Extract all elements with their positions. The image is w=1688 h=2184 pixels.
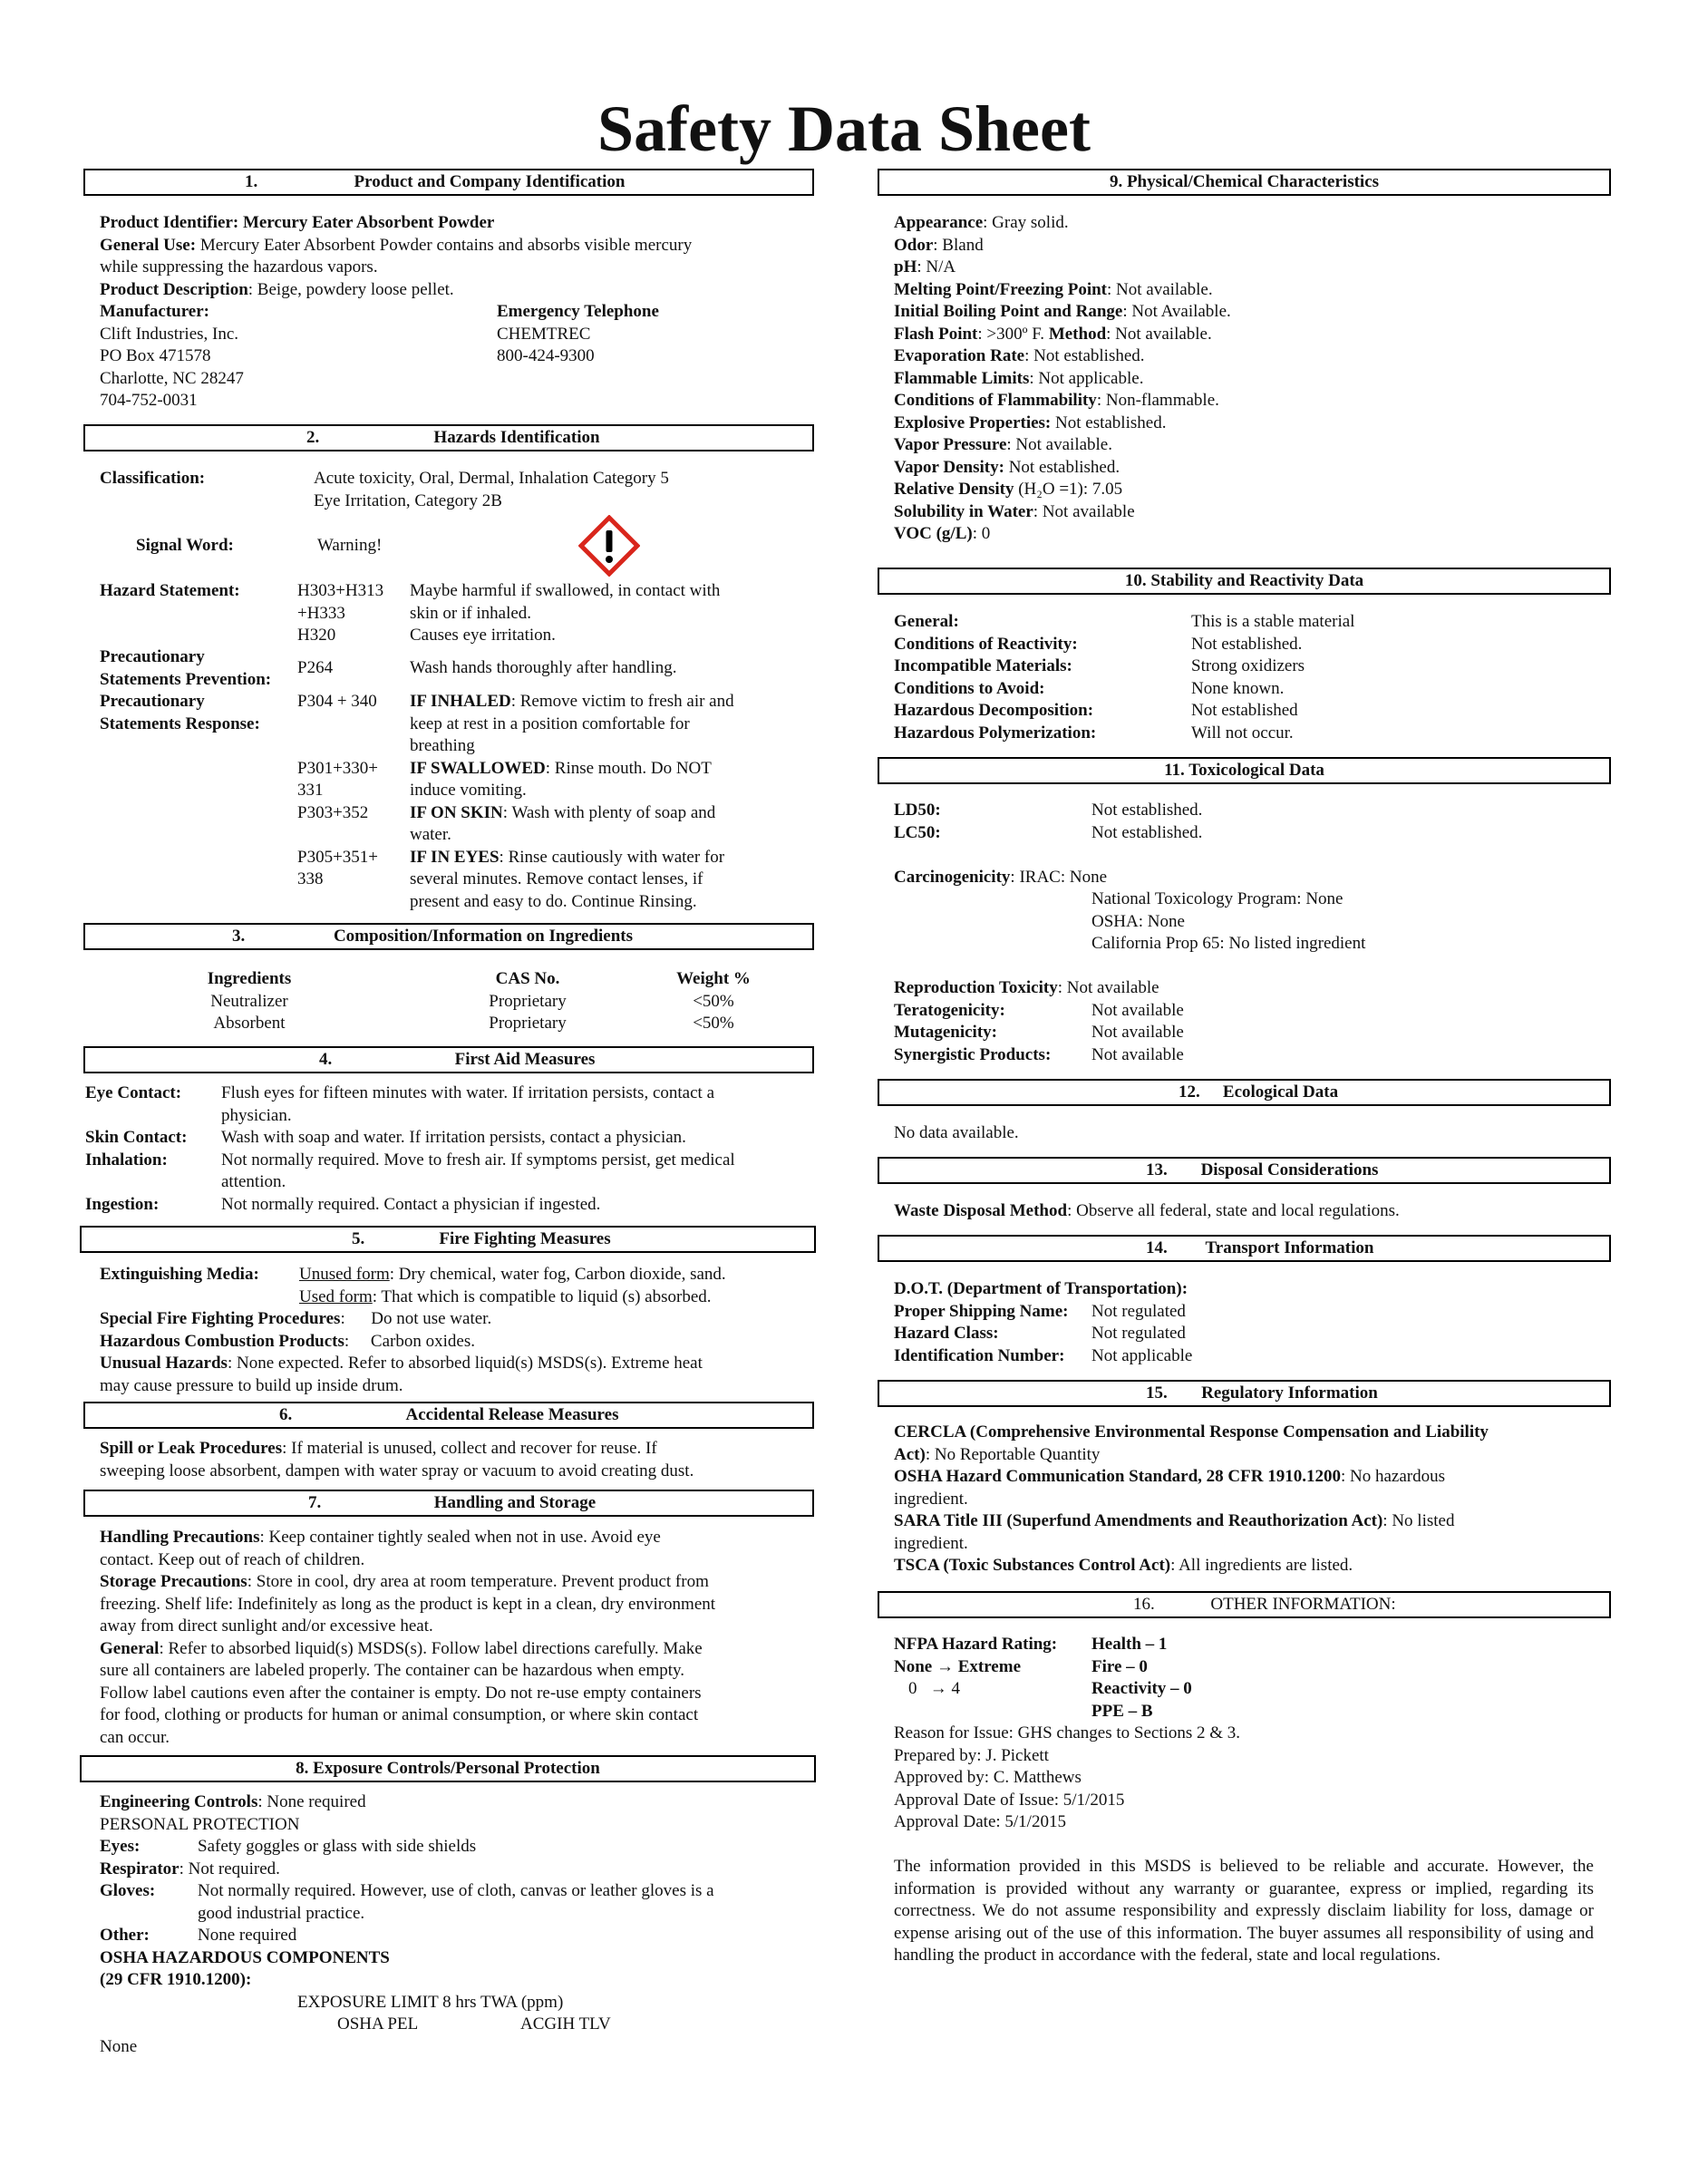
spill-label: Spill or Leak Procedures bbox=[100, 1439, 283, 1458]
stability-label: Conditions to Avoid bbox=[894, 678, 1040, 698]
unusual-hazards-value: : None expected. Refer to absorbed liquid(s) MSDS(s). Extreme heat bbox=[227, 1354, 703, 1373]
stability-label: Hazardous Polymerization bbox=[894, 723, 1091, 743]
signal-word-label: Signal Word: bbox=[136, 536, 234, 555]
storage-label: Storage Precautions bbox=[100, 1572, 247, 1591]
hazard-code: H303+H313 bbox=[297, 581, 384, 600]
section-7-body bbox=[100, 1527, 814, 1753]
engineering-controls-label: Engineering Controls bbox=[100, 1792, 258, 1811]
section-number: 7. bbox=[308, 1493, 322, 1512]
section-number: 15. bbox=[1146, 1383, 1168, 1403]
table-cell: <50% bbox=[693, 1014, 734, 1033]
section-number: 16. bbox=[1133, 1595, 1155, 1614]
combustion-products-value: : Carbon oxides. bbox=[344, 1331, 475, 1351]
property-value: (H₂O =1): 7.05 bbox=[1014, 480, 1123, 499]
section-number: 10. bbox=[1124, 571, 1147, 590]
unusual-hazards-value: may cause pressure to build up inside drum. bbox=[100, 1375, 403, 1395]
transport-value: Not applicable bbox=[1091, 1345, 1193, 1365]
osha-standard-label: OSHA Hazard Communication Standard, 28 CFR 1910.1200 bbox=[894, 1467, 1341, 1486]
property-value: : >300º F. bbox=[977, 324, 1049, 344]
hazard-code: H320 bbox=[297, 626, 336, 645]
first-aid-label: Eye Contact: bbox=[85, 1083, 182, 1102]
scale-range: 0 → 4 bbox=[908, 1679, 960, 1698]
general-value: sure all containers are labeled properly. The container can be hazardous when empty. bbox=[100, 1661, 685, 1680]
property-label: Melting Point/Freezing Point bbox=[894, 279, 1107, 299]
approval-date: Approval Date: 5/1/2015 bbox=[894, 1812, 1066, 1831]
emergency-provider: CHEMTREC bbox=[497, 324, 591, 344]
unusual-hazards-label: Unusual Hazards bbox=[100, 1354, 228, 1373]
storage-value: freezing. Shelf life: Indefinitely as long as the product is kept in a clean, dry environment bbox=[100, 1594, 716, 1614]
first-aid-text: physician. bbox=[221, 1105, 292, 1125]
section-1-body bbox=[100, 212, 816, 413]
response-text: : Rinse cautiously with water for bbox=[499, 847, 725, 867]
property-value: : Not established. bbox=[1024, 346, 1145, 365]
section-4-body bbox=[85, 1082, 816, 1218]
toxicity-label: Teratogenicity bbox=[894, 1000, 1000, 1020]
section-2-body bbox=[100, 468, 816, 912]
hazard-code: +H333 bbox=[297, 603, 345, 623]
first-aid-label: Ingestion: bbox=[85, 1194, 160, 1214]
section-title bbox=[82, 1757, 814, 1781]
first-aid-label: Skin Contact: bbox=[85, 1128, 188, 1147]
table-cell: <50% bbox=[693, 991, 734, 1011]
property-value: : Not available bbox=[1033, 501, 1135, 521]
section-12-body bbox=[894, 1122, 1019, 1145]
classification-label: Classification: bbox=[100, 469, 206, 488]
tsca-label: TSCA (Toxic Substances Control Act) bbox=[894, 1556, 1171, 1575]
property-value: : Not available. bbox=[1106, 324, 1212, 344]
property-label: Flammable Limits bbox=[894, 368, 1030, 388]
transport-label: Hazard Class bbox=[894, 1324, 994, 1343]
response-code: P305+351+ bbox=[297, 847, 378, 867]
section-title: Transport Information bbox=[1205, 1238, 1374, 1257]
section-header-11 bbox=[878, 757, 1611, 784]
first-aid-text: Not normally required. Move to fresh air. If symptoms persist, get medical bbox=[221, 1150, 735, 1170]
stability-label: General bbox=[894, 612, 954, 631]
property-value: : Not applicable. bbox=[1029, 368, 1144, 388]
response-text: present and easy to do. Continue Rinsing. bbox=[410, 891, 697, 911]
property-label: Appearance bbox=[894, 213, 984, 232]
precaution-text: Wash hands thoroughly after handling. bbox=[410, 658, 677, 677]
section-15-body bbox=[894, 1422, 1610, 1585]
sara-value: : No listed bbox=[1382, 1511, 1455, 1530]
eyes-value: Safety goggles or glass with side shields bbox=[198, 1837, 477, 1856]
property-value: : N/A bbox=[917, 257, 956, 277]
section-header-16 bbox=[878, 1591, 1611, 1618]
hazard-text: Maybe harmful if swallowed, in contact with bbox=[410, 581, 721, 600]
section-header-13 bbox=[878, 1157, 1611, 1184]
hazard-text: Causes eye irritation. bbox=[410, 626, 556, 645]
table-cell: Proprietary bbox=[489, 1014, 567, 1033]
section-number: 13. bbox=[1146, 1160, 1168, 1179]
page-title: Safety Data Sheet bbox=[597, 92, 1091, 165]
section-number: 1. bbox=[245, 172, 258, 191]
property-label: Relative Density bbox=[894, 480, 1014, 499]
classification-value: Eye Irritation, Category 2B bbox=[314, 490, 502, 510]
section-number: 11. bbox=[1164, 761, 1185, 780]
first-aid-text: attention. bbox=[221, 1172, 286, 1191]
manufacturer-name: Clift Industries, Inc. bbox=[100, 324, 239, 344]
property-value: : Not available. bbox=[1107, 279, 1213, 299]
carcinogenicity-value: California Prop 65: No listed ingredient bbox=[1091, 934, 1366, 953]
section-title: Accidental Release Measures bbox=[405, 1405, 619, 1424]
fire-rating: Fire – 0 bbox=[1091, 1656, 1148, 1676]
first-aid-text: Wash with soap and water. If irritation persists, contact a physician. bbox=[221, 1128, 686, 1147]
section-title: Fire Fighting Measures bbox=[439, 1229, 611, 1248]
dot-heading: D.O.T. (Department of Transportation) bbox=[894, 1279, 1182, 1298]
exclamation-mark-diamond-icon bbox=[578, 515, 640, 577]
property-value: Not established. bbox=[1004, 457, 1120, 477]
stability-label: Hazardous Decomposition bbox=[894, 701, 1088, 720]
section-header-5 bbox=[80, 1226, 816, 1253]
general-value: Follow label cautions even after the container is empty. Do not re-use empty containers bbox=[100, 1683, 702, 1703]
combustion-products-label: Hazardous Combustion Products bbox=[100, 1331, 344, 1351]
section-title: Hazards Identification bbox=[433, 428, 600, 447]
property-label: Vapor Density: bbox=[894, 457, 1004, 477]
stability-value: None known. bbox=[1191, 678, 1285, 698]
manufacturer-phone: 704-752-0031 bbox=[100, 391, 198, 410]
response-heading: IF IN EYES bbox=[410, 847, 500, 867]
section-header-7 bbox=[83, 1490, 814, 1517]
storage-value: : Store in cool, dry area at room temperature. Prevent product from bbox=[247, 1572, 709, 1591]
general-use-text: while suppressing the hazardous vapors. bbox=[100, 257, 378, 277]
table-header: Weight % bbox=[676, 969, 751, 988]
response-code: P303+352 bbox=[297, 802, 369, 822]
property-value: : 0 bbox=[972, 524, 991, 543]
spill-value: : If material is unused, collect and recover for reuse. If bbox=[282, 1439, 657, 1458]
transport-value: Not regulated bbox=[1091, 1324, 1186, 1343]
section-13-body bbox=[894, 1200, 1400, 1223]
response-text: : Wash with plenty of soap and bbox=[502, 802, 716, 822]
table-cell: Absorbent bbox=[213, 1014, 286, 1033]
property-label: Explosive Properties: bbox=[894, 413, 1052, 432]
section-8-body bbox=[100, 1791, 816, 2063]
cercla-label: Act) bbox=[894, 1444, 926, 1464]
precaution-response-label: Precautionary bbox=[100, 692, 205, 711]
section-number: 4. bbox=[319, 1050, 333, 1069]
sara-label: SARA Title III (Superfund Amendments and Reauthorization Act) bbox=[894, 1511, 1383, 1530]
respirator-label: Respirator bbox=[100, 1859, 179, 1878]
section-9-body bbox=[894, 212, 1610, 546]
section-16-body bbox=[894, 1634, 1610, 1996]
property-value: : Not Available. bbox=[1122, 302, 1231, 321]
ingredients-table bbox=[83, 968, 814, 1035]
handling-value: contact. Keep out of reach of children. bbox=[100, 1549, 365, 1569]
used-form-value: : That which is compatible to liquid (s) absorbed. bbox=[372, 1286, 712, 1306]
section-title: Composition/Information on Ingredients bbox=[333, 927, 634, 946]
section-title bbox=[879, 569, 1609, 593]
scale-label: None → Extreme bbox=[894, 1656, 1022, 1676]
signal-word-value: Warning! bbox=[317, 536, 383, 555]
section-10-body: General: This is a stable material Conditions of Reactivity: Not established. Incompatible Materials: Strong oxidizers Conditions to Avoid: None known. Hazardous Decomposition: Not established Hazardous Polymerization: Will not occur. bbox=[894, 611, 1610, 747]
exposure-limit-heading: EXPOSURE LIMIT 8 hrs TWA (ppm) bbox=[297, 1992, 564, 2012]
carcinogenicity-label: Carcinogenicity bbox=[894, 867, 1011, 887]
unused-form-value: : Dry chemical, water fog, Carbon dioxide, sand. bbox=[389, 1265, 726, 1284]
special-procedures-label: Special Fire Fighting Procedures bbox=[100, 1309, 341, 1328]
reactivity-rating: Reactivity – 0 bbox=[1091, 1679, 1192, 1698]
first-aid-text: Not normally required. Contact a physician if ingested. bbox=[221, 1194, 601, 1214]
carcinogenicity-value: OSHA: None bbox=[1091, 911, 1185, 931]
stability-value: This is a stable material bbox=[1191, 612, 1355, 631]
property-label: Method bbox=[1048, 324, 1107, 344]
response-code: 331 bbox=[297, 781, 324, 800]
property-label: Solubility in Water bbox=[894, 501, 1033, 521]
section-11-body: LD50: Not established. LC50: Not established. Carcinogenicity: IRAC: None National Toxicology Program: None OSHA: None California Prop 65: No listed ingredient Reproduction Toxicity: Not available Teratogenicity: Not available Mutagenicity: Not available Synergistic Products: Not available bbox=[894, 800, 1610, 1063]
unused-form-label: Unused form bbox=[299, 1265, 390, 1284]
ld50-label: LD50: bbox=[894, 801, 941, 820]
gloves-value: Not normally required. However, use of cloth, canvas or leather gloves is a bbox=[198, 1881, 714, 1900]
gloves-label: Gloves: bbox=[100, 1881, 156, 1900]
acgih-tlv-heading: ACGIH TLV bbox=[520, 2014, 611, 2034]
section-header-3 bbox=[83, 923, 814, 950]
property-label: VOC (g/L) bbox=[894, 524, 973, 543]
spill-value: sweeping loose absorbent, dampen with water spray or vacuum to avoid creating dust. bbox=[100, 1461, 694, 1480]
section-title: Handling and Storage bbox=[433, 1493, 597, 1512]
property-value: : Gray solid. bbox=[983, 213, 1069, 232]
carcinogenicity-value: National Toxicology Program: None bbox=[1091, 889, 1344, 908]
other-label: Other: bbox=[100, 1926, 150, 1945]
emergency-phone: 800-424-9300 bbox=[497, 346, 595, 365]
section-header-15 bbox=[878, 1380, 1611, 1407]
toxicity-label: Reproduction Toxicity bbox=[894, 978, 1058, 997]
ppe-rating: PPE – B bbox=[1091, 1701, 1153, 1721]
response-heading: IF INHALED bbox=[410, 692, 511, 711]
section-number: 14. bbox=[1146, 1238, 1168, 1257]
section-title-text: Exposure Controls/Personal Protection bbox=[313, 1759, 600, 1778]
extinguishing-media-label: Extinguishing Media: bbox=[100, 1265, 259, 1284]
section-title-text: Physical/Chemical Characteristics bbox=[1126, 172, 1380, 191]
cercla-label: CERCLA (Comprehensive Environmental Response Compensation and Liability bbox=[894, 1422, 1489, 1441]
toxicity-label: Mutagenicity bbox=[894, 1023, 992, 1042]
general-label: General bbox=[100, 1638, 160, 1658]
section-title: OTHER INFORMATION: bbox=[1210, 1595, 1396, 1614]
precaution-prevention-label: Precautionary bbox=[100, 647, 205, 666]
property-label: Flash Point bbox=[894, 324, 978, 344]
osha-pel-heading: OSHA PEL bbox=[337, 2014, 419, 2034]
section-title-text: Toxicological Data bbox=[1188, 761, 1324, 780]
field-label: Product Identifier: bbox=[100, 213, 239, 232]
personal-protection-heading: PERSONAL PROTECTION bbox=[100, 1814, 300, 1834]
stability-label: Conditions of Reactivity bbox=[894, 634, 1072, 654]
osha-standard-value: : No hazardous bbox=[1340, 1467, 1446, 1486]
section-number: 3. bbox=[232, 927, 246, 946]
section-header-2 bbox=[83, 424, 814, 451]
manufacturer-city: Charlotte, NC 28247 bbox=[100, 368, 244, 388]
table-header: CAS No. bbox=[495, 969, 560, 988]
section-title: Ecological Data bbox=[1222, 1082, 1339, 1102]
general-value: : Refer to absorbed liquid(s) MSDS(s). Follow label directions carefully. Make bbox=[159, 1638, 703, 1658]
cercla-value: : No Reportable Quantity bbox=[925, 1444, 1101, 1464]
table-cell: Neutralizer bbox=[210, 991, 288, 1011]
section-header-9 bbox=[878, 169, 1611, 196]
product-description: : Beige, powdery loose pellet. bbox=[247, 279, 454, 299]
section-title: Product and Company Identification bbox=[354, 172, 626, 191]
precaution-response-label: Statements Response: bbox=[100, 713, 260, 733]
section-title: First Aid Measures bbox=[454, 1050, 596, 1069]
table-header: Ingredients bbox=[207, 969, 292, 988]
section-number: 9. bbox=[1109, 172, 1123, 191]
section-number: 8. bbox=[296, 1759, 309, 1778]
general-value: for food, clothing or products for human or animal consumption, or where skin contact bbox=[100, 1705, 699, 1724]
response-code: P304 + 340 bbox=[297, 692, 377, 711]
section-number: 2. bbox=[306, 428, 320, 447]
property-label: Odor bbox=[894, 235, 934, 255]
section-header-14 bbox=[878, 1235, 1611, 1262]
disposal-value: : Observe all federal, state and local regulations. bbox=[1067, 1201, 1400, 1220]
prepared-by: Prepared by: J. Pickett bbox=[894, 1745, 1049, 1765]
lc50-value: Not established. bbox=[1091, 822, 1203, 842]
tsca-value: : All ingredients are listed. bbox=[1170, 1556, 1353, 1575]
section-title-text: Stability and Reactivity Data bbox=[1150, 571, 1364, 590]
section-header-12 bbox=[878, 1079, 1611, 1106]
handling-label: Handling Precautions bbox=[100, 1528, 260, 1547]
property-label: pH bbox=[894, 257, 917, 277]
respirator-value: : Not required. bbox=[179, 1859, 280, 1878]
precaution-code: P264 bbox=[297, 658, 334, 677]
toxicity-label: Synergistic Products bbox=[894, 1044, 1045, 1064]
section-number: 12. bbox=[1179, 1082, 1200, 1102]
section-6-body bbox=[100, 1438, 816, 1483]
hazard-statement-label: Hazard Statement: bbox=[100, 581, 240, 600]
property-value: Not established. bbox=[1051, 413, 1167, 432]
property-value: : Non-flammable. bbox=[1096, 391, 1219, 410]
hazard-text: skin or if inhaled. bbox=[410, 603, 532, 623]
response-heading: IF ON SKIN bbox=[410, 802, 503, 822]
stability-value: Not established bbox=[1191, 701, 1298, 720]
field-label: Product Description bbox=[100, 279, 248, 299]
response-text: breathing bbox=[410, 736, 475, 755]
general-value: can occur. bbox=[100, 1727, 170, 1747]
health-rating: Health – 1 bbox=[1091, 1635, 1168, 1654]
eyes-label: Eyes: bbox=[100, 1837, 141, 1856]
property-value: : Not available. bbox=[1006, 435, 1112, 454]
stability-value: Will not occur. bbox=[1191, 723, 1294, 743]
response-text: : Remove victim to fresh air and bbox=[510, 692, 734, 711]
section-title bbox=[879, 170, 1609, 194]
gloves-value: good industrial practice. bbox=[198, 1903, 365, 1923]
section-header-10 bbox=[878, 568, 1611, 595]
ld50-value: Not established. bbox=[1091, 801, 1203, 820]
exposure-none: None bbox=[100, 2036, 138, 2056]
emergency-telephone-label: Emergency Telephone bbox=[497, 302, 659, 321]
property-label: Vapor Pressure bbox=[894, 435, 1007, 454]
response-heading: IF SWALLOWED bbox=[410, 758, 546, 778]
section-14-body: D.O.T. (Department of Transportation): Proper Shipping Name: Not regulated Hazard Class: Not regulated Identification Number: Not applicable bbox=[894, 1278, 1610, 1369]
transport-label: Identification Number bbox=[894, 1345, 1060, 1365]
response-code: 338 bbox=[297, 869, 324, 888]
disposal-label: Waste Disposal Method bbox=[894, 1201, 1068, 1220]
property-label: Conditions of Flammability bbox=[894, 391, 1097, 410]
toxicity-value: Not available bbox=[1091, 1023, 1184, 1042]
section-header-6 bbox=[83, 1402, 814, 1429]
osha-components-heading: OSHA HAZARDOUS COMPONENTS bbox=[100, 1947, 390, 1967]
ecological-text: No data available. bbox=[894, 1123, 1019, 1142]
disclaimer: The information provided in this MSDS is believed to be reliable and accurate. However, the information is provided without any warranty or guarantee, express or implied, regarding its correctness. We do not assume responsibility and expressly disclaim liability for loss, damage or expense arising out of the use of this information. The buyer assumes all responsibility of using and handling the product in accordance with the federal, state and local regulations. bbox=[894, 1857, 1594, 1965]
response-text: water. bbox=[410, 825, 451, 844]
first-aid-text: Flush eyes for fifteen minutes with water. If irritation persists, contact a bbox=[221, 1083, 714, 1102]
precaution-prevention-label: Statements Prevention: bbox=[100, 669, 272, 689]
section-number: 5. bbox=[352, 1229, 365, 1248]
general-use-text: Mercury Eater Absorbent Powder contains and absorbs visible mercury bbox=[199, 235, 693, 255]
osha-cfr-heading: (29 CFR 1910.1200): bbox=[100, 1970, 252, 1989]
section-title: Disposal Considerations bbox=[1200, 1160, 1379, 1179]
section-header-1 bbox=[83, 169, 814, 196]
handling-value: : Keep container tightly sealed when not in use. Avoid eye bbox=[259, 1528, 661, 1547]
stability-value: Strong oxidizers bbox=[1191, 656, 1305, 675]
nfpa-label: NFPA Hazard Rating: bbox=[894, 1635, 1058, 1654]
response-text: induce vomiting. bbox=[410, 781, 527, 800]
toxicity-value: : Not available bbox=[1057, 978, 1159, 997]
stability-label: Incompatible Materials bbox=[894, 656, 1067, 675]
property-label: Evaporation Rate bbox=[894, 346, 1025, 365]
reason-for-issue: Reason for Issue: GHS changes to Sections 2 & 3. bbox=[894, 1723, 1241, 1742]
section-header-4 bbox=[83, 1046, 814, 1073]
other-value: None required bbox=[198, 1926, 297, 1945]
used-form-label: Used form bbox=[299, 1286, 373, 1306]
response-text: keep at rest in a position comfortable for bbox=[410, 713, 690, 733]
transport-value: Not regulated bbox=[1091, 1301, 1186, 1321]
lc50-label: LC50: bbox=[894, 822, 941, 842]
section-5-body bbox=[100, 1264, 816, 1400]
section-number: 6. bbox=[279, 1405, 293, 1424]
first-aid-label: Inhalation: bbox=[85, 1150, 168, 1170]
carcinogenicity-value: : IRAC: None bbox=[1010, 867, 1108, 887]
storage-value: away from direct sunlight and/or excessive heat. bbox=[100, 1616, 433, 1636]
transport-label: Proper Shipping Name bbox=[894, 1301, 1063, 1321]
section-title bbox=[879, 759, 1609, 782]
response-text: several minutes. Remove contact lenses, if bbox=[410, 869, 703, 888]
sara-value: ingredient. bbox=[894, 1533, 968, 1553]
property-value: : Bland bbox=[933, 235, 984, 255]
stability-value: Not established. bbox=[1191, 634, 1303, 654]
response-code: P301+330+ bbox=[297, 758, 378, 778]
section-title: Regulatory Information bbox=[1201, 1383, 1378, 1403]
manufacturer-label: Manufacturer: bbox=[100, 302, 210, 321]
osha-standard-value: ingredient. bbox=[894, 1489, 968, 1509]
special-procedures-value: : Do not use water. bbox=[340, 1309, 492, 1328]
approved-by: Approved by: C. Matthews bbox=[894, 1768, 1082, 1787]
toxicity-value: Not available bbox=[1091, 1044, 1184, 1064]
product-identifier: Mercury Eater Absorbent Powder bbox=[242, 213, 495, 232]
response-text: : Rinse mouth. Do NOT bbox=[545, 758, 712, 778]
table-cell: Proprietary bbox=[489, 991, 567, 1011]
section-header-8 bbox=[80, 1755, 816, 1782]
manufacturer-address: PO Box 471578 bbox=[100, 346, 211, 365]
field-label: General Use: bbox=[100, 235, 197, 255]
approval-date-of-issue: Approval Date of Issue: 5/1/2015 bbox=[894, 1790, 1125, 1810]
property-label: Initial Boiling Point and Range bbox=[894, 302, 1123, 321]
classification-value: Acute toxicity, Oral, Dermal, Inhalation Category 5 bbox=[314, 469, 669, 488]
toxicity-value: Not available bbox=[1091, 1000, 1184, 1020]
engineering-controls-value: : None required bbox=[257, 1792, 366, 1811]
